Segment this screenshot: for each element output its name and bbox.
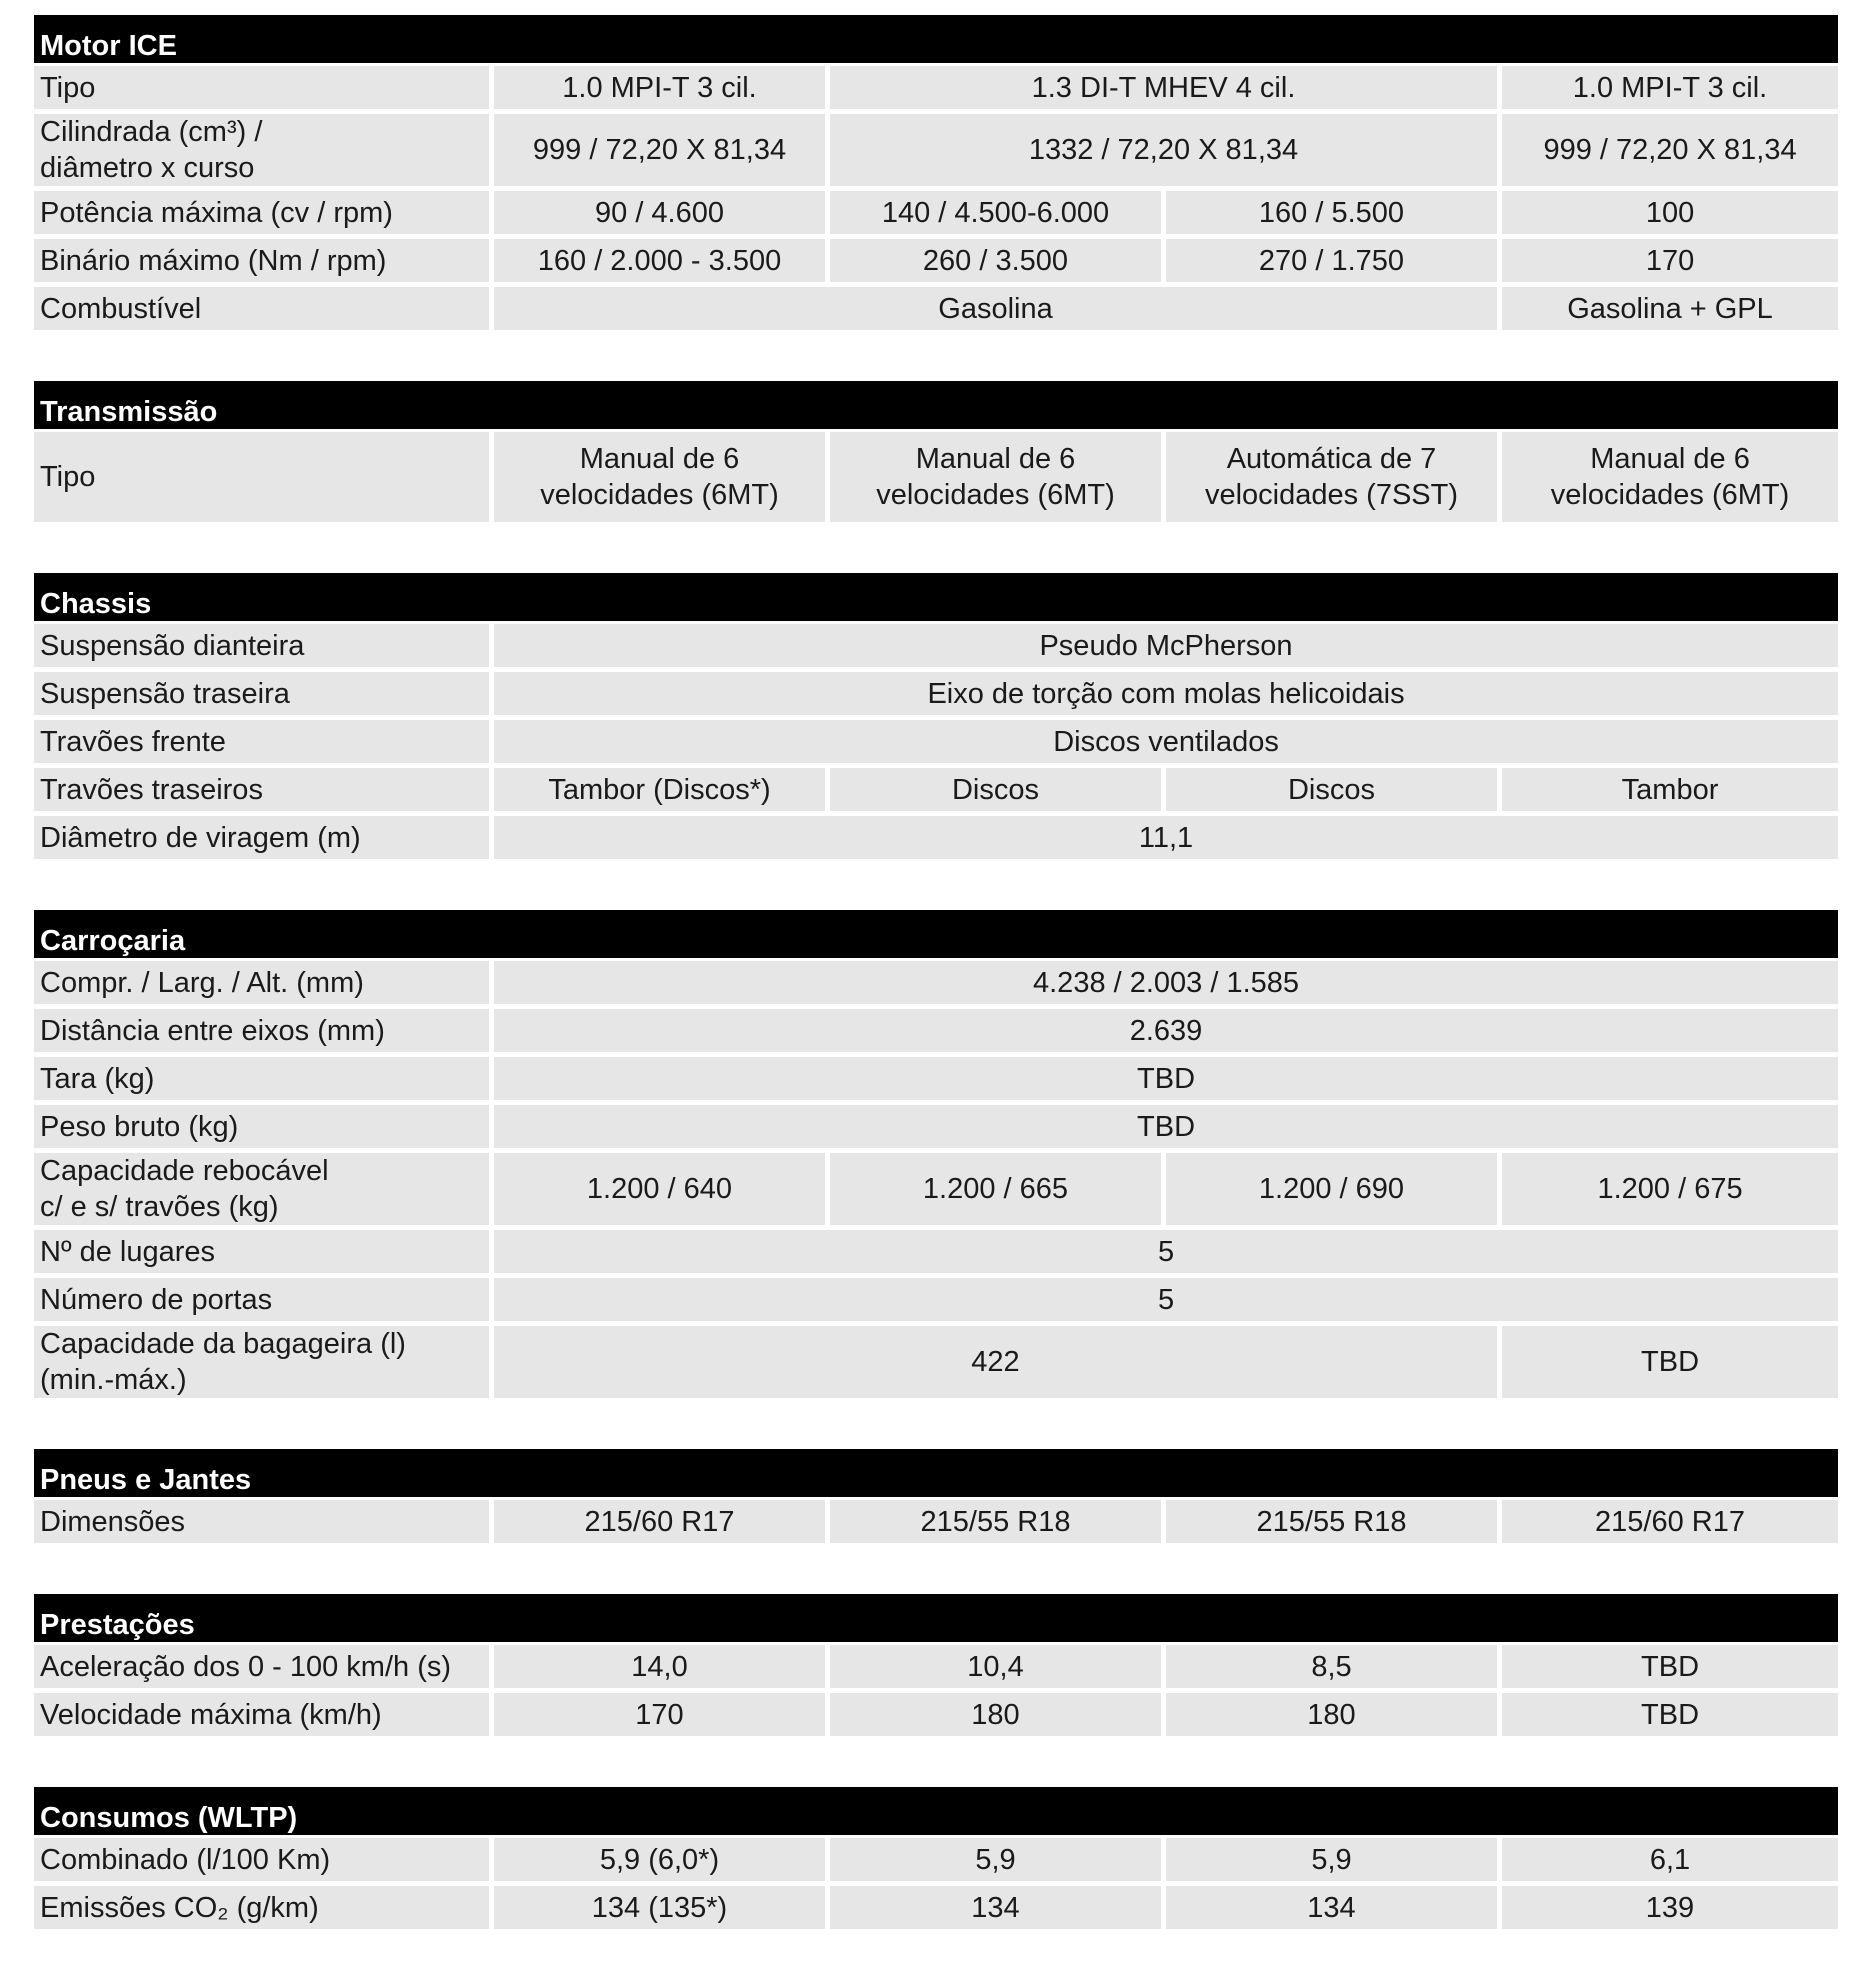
spec-value: 170 [1502, 239, 1838, 287]
spec-label: Tara (kg) [34, 1057, 494, 1105]
spec-value: 180 [1166, 1693, 1502, 1741]
spec-label: Peso bruto (kg) [34, 1105, 494, 1153]
spec-value: 160 / 5.500 [1166, 191, 1502, 239]
spec-value: 5 [494, 1278, 1838, 1326]
spec-value: TBD [1502, 1645, 1838, 1693]
spec-label: Capacidade rebocável c/ e s/ travões (kg) [34, 1153, 494, 1230]
spec-value: 1.0 MPI-T 3 cil. [494, 66, 830, 114]
spec-row [34, 1838, 1838, 1886]
spec-label: Suspensão dianteira [34, 624, 494, 672]
spec-value: TBD [1502, 1326, 1838, 1403]
section-title: Consumos (WLTP) [34, 1787, 1838, 1838]
spec-section-prestacoes [34, 1594, 1838, 1741]
spec-value: 134 [1166, 1886, 1502, 1934]
spec-section-transmissao [34, 381, 1838, 527]
spec-section-pneus-e-jantes [34, 1449, 1838, 1548]
spec-value: 100 [1502, 191, 1838, 239]
spec-value: 5,9 (6,0*) [494, 1838, 830, 1886]
spec-value: 1.200 / 675 [1502, 1153, 1838, 1230]
spec-value: 140 / 4.500-6.000 [830, 191, 1166, 239]
spec-value: Discos ventilados [494, 720, 1838, 768]
spec-value: Manual de 6 velocidades (6MT) [1502, 432, 1838, 527]
spec-value: 1332 / 72,20 X 81,34 [830, 114, 1502, 191]
spec-value: 2.639 [494, 1009, 1838, 1057]
spec-value: Automática de 7 velocidades (7SST) [1166, 432, 1502, 527]
spec-value: 5,9 [1166, 1838, 1502, 1886]
spec-value: 1.3 DI-T MHEV 4 cil. [830, 66, 1502, 114]
spec-label: Dimensões [34, 1500, 494, 1548]
spec-value: 260 / 3.500 [830, 239, 1166, 287]
spec-row [34, 1326, 1838, 1403]
spec-value: 1.0 MPI-T 3 cil. [1502, 66, 1838, 114]
spec-row [34, 768, 1838, 816]
spec-label: Tipo [34, 432, 494, 527]
spec-value: Tambor [1502, 768, 1838, 816]
spec-label: Combinado (l/100 Km) [34, 1838, 494, 1886]
spec-value: Gasolina [494, 287, 1502, 335]
spec-section-motor-ice [34, 15, 1838, 335]
spec-value: 8,5 [1166, 1645, 1502, 1693]
spec-row [34, 1278, 1838, 1326]
spec-sheet [34, 15, 1838, 1980]
spec-row [34, 191, 1838, 239]
spec-label: Suspensão traseira [34, 672, 494, 720]
spec-row [34, 1886, 1838, 1934]
spec-section-consumos-wltp [34, 1787, 1838, 1934]
spec-section-chassis [34, 573, 1838, 864]
spec-value: 160 / 2.000 - 3.500 [494, 239, 830, 287]
spec-label: Capacidade da bagageira (l) (min.-máx.) [34, 1326, 494, 1403]
spec-value: 10,4 [830, 1645, 1166, 1693]
spec-label: Combustível [34, 287, 494, 335]
spec-value: Pseudo McPherson [494, 624, 1838, 672]
spec-label: Nº de lugares [34, 1230, 494, 1278]
spec-value: TBD [494, 1105, 1838, 1153]
spec-value: 180 [830, 1693, 1166, 1741]
spec-row [34, 720, 1838, 768]
spec-value: 14,0 [494, 1645, 830, 1693]
spec-section-carrocaria [34, 910, 1838, 1403]
spec-row [34, 1057, 1838, 1105]
spec-row [34, 1693, 1838, 1741]
spec-value: 215/55 R18 [1166, 1500, 1502, 1548]
spec-value: 422 [494, 1326, 1502, 1403]
spec-label: Cilindrada (cm³) / diâmetro x curso [34, 114, 494, 191]
spec-value: 270 / 1.750 [1166, 239, 1502, 287]
spec-value: 1.200 / 690 [1166, 1153, 1502, 1230]
spec-row [34, 66, 1838, 114]
section-title: Prestações [34, 1594, 1838, 1645]
spec-label: Compr. / Larg. / Alt. (mm) [34, 961, 494, 1009]
spec-label: Diâmetro de viragem (m) [34, 816, 494, 864]
spec-row [34, 432, 1838, 527]
section-title: Carroçaria [34, 910, 1838, 961]
spec-value: 215/60 R17 [1502, 1500, 1838, 1548]
spec-value: 999 / 72,20 X 81,34 [1502, 114, 1838, 191]
spec-value: Discos [830, 768, 1166, 816]
spec-row [34, 1105, 1838, 1153]
spec-value: Gasolina + GPL [1502, 287, 1838, 335]
spec-label: Travões frente [34, 720, 494, 768]
spec-value: 5 [494, 1230, 1838, 1278]
section-title: Motor ICE [34, 15, 1838, 66]
spec-value: Eixo de torção com molas helicoidais [494, 672, 1838, 720]
spec-row [34, 624, 1838, 672]
spec-row [34, 287, 1838, 335]
spec-value: 170 [494, 1693, 830, 1741]
spec-label: Velocidade máxima (km/h) [34, 1693, 494, 1741]
spec-row [34, 1645, 1838, 1693]
spec-value: TBD [494, 1057, 1838, 1105]
spec-row [34, 1230, 1838, 1278]
spec-label: Tipo [34, 66, 494, 114]
spec-row [34, 1009, 1838, 1057]
section-title: Transmissão [34, 381, 1838, 432]
spec-label: Binário máximo (Nm / rpm) [34, 239, 494, 287]
spec-label: Emissões CO₂ (g/km) [34, 1886, 494, 1934]
spec-value: 134 (135*) [494, 1886, 830, 1934]
spec-value: TBD [1502, 1693, 1838, 1741]
spec-value: Tambor (Discos*) [494, 768, 830, 816]
spec-value: 1.200 / 665 [830, 1153, 1166, 1230]
spec-label: Potência máxima (cv / rpm) [34, 191, 494, 239]
section-title: Pneus e Jantes [34, 1449, 1838, 1500]
spec-label: Aceleração dos 0 - 100 km/h (s) [34, 1645, 494, 1693]
spec-value: Discos [1166, 768, 1502, 816]
spec-row [34, 961, 1838, 1009]
spec-value: 1.200 / 640 [494, 1153, 830, 1230]
spec-value: Manual de 6 velocidades (6MT) [494, 432, 830, 527]
spec-label: Travões traseiros [34, 768, 494, 816]
spec-label: Distância entre eixos (mm) [34, 1009, 494, 1057]
spec-row [34, 114, 1838, 191]
spec-value: 215/55 R18 [830, 1500, 1166, 1548]
section-title: Chassis [34, 573, 1838, 624]
spec-value: 90 / 4.600 [494, 191, 830, 239]
spec-value: 6,1 [1502, 1838, 1838, 1886]
spec-value: 999 / 72,20 X 81,34 [494, 114, 830, 191]
spec-row [34, 816, 1838, 864]
spec-value: 134 [830, 1886, 1166, 1934]
spec-value: 139 [1502, 1886, 1838, 1934]
spec-row [34, 239, 1838, 287]
spec-row [34, 672, 1838, 720]
spec-row [34, 1153, 1838, 1230]
spec-value: 5,9 [830, 1838, 1166, 1886]
spec-value: 11,1 [494, 816, 1838, 864]
spec-value: 4.238 / 2.003 / 1.585 [494, 961, 1838, 1009]
spec-label: Número de portas [34, 1278, 494, 1326]
spec-row [34, 1500, 1838, 1548]
spec-value: Manual de 6 velocidades (6MT) [830, 432, 1166, 527]
spec-value: 215/60 R17 [494, 1500, 830, 1548]
